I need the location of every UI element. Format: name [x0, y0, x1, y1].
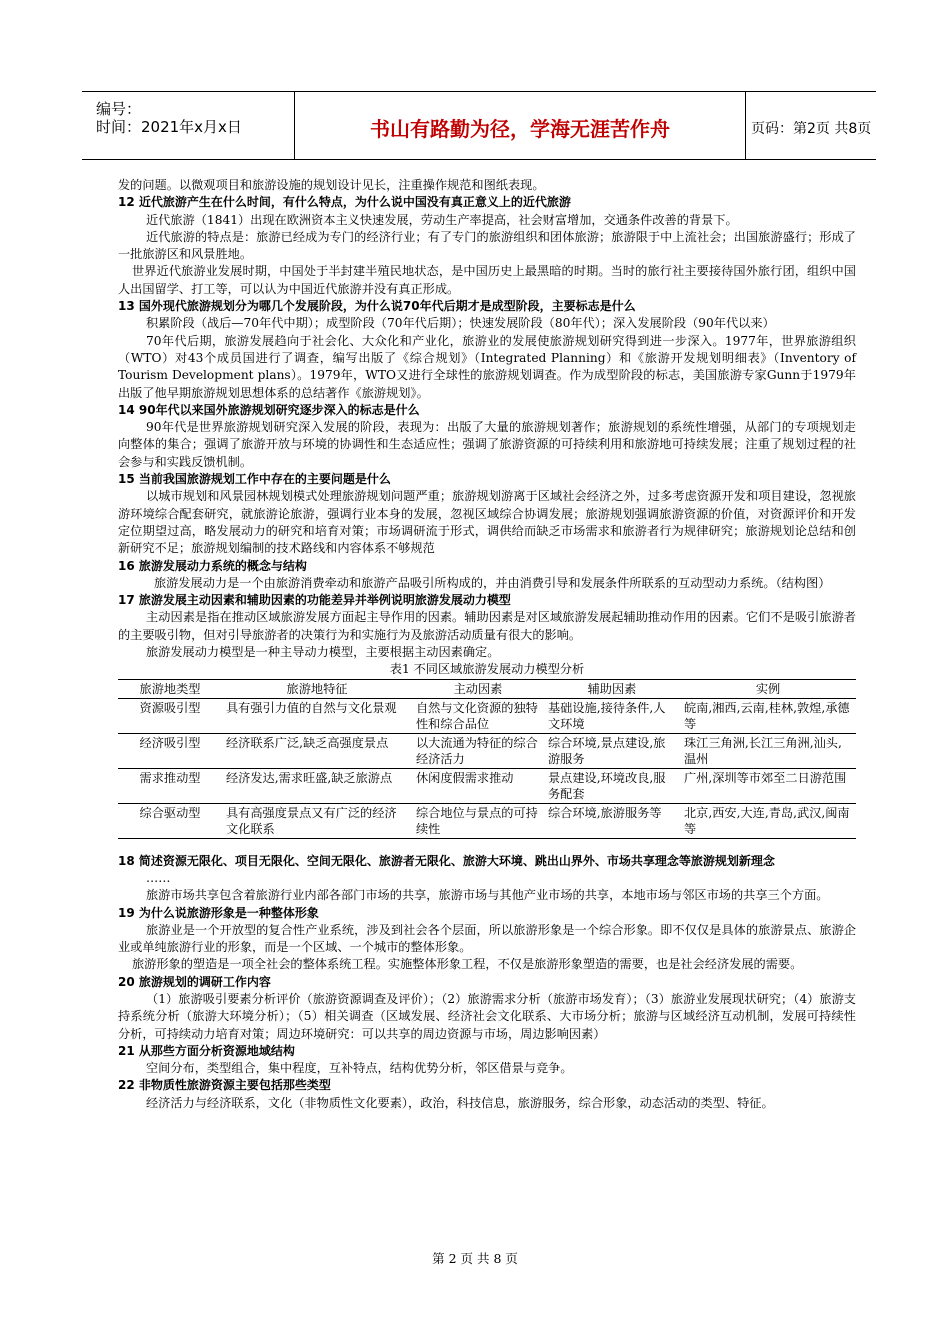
header-page-number: 页码：第2页 共8页 [751, 121, 872, 137]
paragraph: 近代旅游的特点是：旅游已经成为专门的经济行业；有了专门的旅游组织和团体旅游；旅游限于中上流社会；出国旅游盛行；形成了一批旅游区和风景胜地。 [118, 229, 856, 262]
paragraph: 积累阶段（战后—70年代中期）；成型阶段（70年代后期）；快速发展阶段（80年代）；深入发展阶段（90年代以来） [146, 316, 775, 331]
table-cell: 具有高强度景点又有广泛的经济文化联系 [222, 803, 412, 838]
table-cell: 以大流通为特征的综合经济活力 [412, 733, 544, 768]
table-cell: 景点建设,环境改良,服务配套 [544, 768, 680, 803]
column-header: 旅游地特征 [222, 679, 412, 698]
table-row [118, 803, 856, 838]
paragraph: 主动因素是指在推动区域旅游发展方面起主导作用的因素。辅助因素是对区域旅游发展起辅助推动作用的因素。它们不是吸引旅游者的主要吸引物，但对引导旅游者的决策行为和实施行为及旅游活动质量有很大的影响。 [118, 610, 856, 642]
dynamics-model-table [118, 679, 856, 839]
table-row [118, 733, 856, 768]
paragraph: 旅游业是一个开放型的复合性产业系统，涉及到社会各个层面，所以旅游形象是一个综合形象。即不仅仅是具体的旅游景点、旅游企业或单纯旅游行业的形象，而是一个区域、一个城市的整体形象。 [118, 922, 856, 955]
table-header-row [118, 679, 856, 698]
question-heading: 19 为什么说旅游形象是一种整体形象 [118, 905, 319, 920]
paragraph: 旅游发展动力是一个由旅游消费牵动和旅游产品吸引所构成的，并由消费引导和发展条件所联系的互动型动力系统。（结构图） [154, 575, 831, 590]
table-cell: 综合驱动型 [118, 803, 222, 838]
table-cell: 经济联系广泛,缺乏高强度景点 [222, 733, 412, 768]
question-heading: 18 简述资源无限化、项目无限化、空间无限化、旅游者无限化、旅游大环境、跳出山界外、市场共享理念等旅游规划新理念 [118, 853, 775, 868]
table-cell: 休闲度假需求推动 [412, 768, 544, 803]
column-header: 旅游地类型 [118, 679, 222, 698]
question-heading: 14 90年代以来国外旅游规划研究逐步深入的标志是什么 [118, 402, 420, 417]
table-title: 表1 不同区域旅游发展动力模型分析 [389, 662, 585, 677]
table-cell: 具有强引力值的自然与文化景观 [222, 698, 412, 733]
table-row [118, 768, 856, 803]
table-row [118, 698, 856, 733]
paragraph: 以城市规划和风景园林规划模式处理旅游规划问题严重；旅游规划游离于区域社会经济之外，过多考虑资源开发和项目建设，忽视旅游环境综合配套研究，就旅游论旅游，强调行业本身的发展，忽视区域综合协调发展；旅游规划强调旅游资源的价值，对资源评价和开发定位期望过高，略发展动力的研究和培育对策；市场调研流于形式，调供给而缺乏市场需求和旅游者行为规律研究；旅游规划论总结和创新研究不足；旅游规划编制的技术路线和内容体系不够规范 [118, 489, 856, 556]
question-heading: 15 当前我国旅游规划工作中存在的主要问题是什么 [118, 472, 391, 487]
table-cell: 广州,深圳等市郊至二日游范围 [680, 768, 856, 803]
table-cell: 皖南,湘西,云南,桂林,敦煌,承德等 [680, 698, 856, 733]
page-footer: 第 2 页 共 8 页 [432, 1251, 518, 1266]
table-cell: 经济发达,需求旺盛,缺乏旅游点 [222, 768, 412, 803]
paragraph: …… [146, 870, 171, 885]
question-heading: 20 旅游规划的调研工作内容 [118, 974, 271, 989]
table-cell: 自然与文化资源的独特性和综合品位 [412, 698, 544, 733]
paragraph: 90年代是世界旅游规划研究深入发展的阶段，表现为：出版了大量的旅游规划著作；旅游规划的系统性增强，从部门的专项规划走向整体的集合；强调了旅游开放与环境的协调性和生态适应性；强调了旅游资源的可持续利用和旅游地可持续发展；注重了规划过程的社会参与和实践反馈机制。 [118, 420, 856, 469]
paragraph: 经济活力与经济联系，文化（非物质性文化要素），政治，科技信息，旅游服务，综合形象，动态活动的类型、特征。 [146, 1095, 774, 1110]
table-cell: 珠江三角洲,长江三角洲,汕头,温州 [680, 733, 856, 768]
table-cell: 北京,西安,大连,青岛,武汉,闽南等 [680, 803, 856, 838]
question-heading: 17 旅游发展主动因素和辅助因素的功能差异并举例说明旅游发展动力模型 [118, 593, 511, 608]
doc-date: 时间：2021年x月x日 [96, 118, 242, 136]
document-body [118, 177, 856, 1112]
table-cell: 基础设施,接待条件,人文环境 [544, 698, 680, 733]
paragraph: 近代旅游（1841）出现在欧洲资本主义快速发展，劳动生产率提高，社会财富增加，交通条件改善的背景下。 [146, 212, 738, 227]
paragraph: 旅游发展动力模型是一种主导动力模型，主要根据主动因素确定。 [146, 645, 500, 660]
question-heading: 12 近代旅游产生在什么时间，有什么特点，为什么说中国没有真正意义上的近代旅游 [118, 195, 571, 210]
table-cell: 综合环境,景点建设,旅游服务 [544, 733, 680, 768]
paragraph: （1）旅游吸引要素分析评价（旅游资源调查及评价）；（2）旅游需求分析（旅游市场发育）；（3）旅游业发展现状研究；（4）旅游支持系统分析（旅游大环境分析）；（5）相关调查（区域发展、经济社会文化联系、大市场分析；旅游与区域经济互动机制，发展可持续性分析，可持续动力培育对策；周边环境研究：可以共享的周边资源与市场，周边影响因素） [118, 991, 856, 1041]
paragraph: 旅游市场共享包含着旅游行业内部各部门市场的共享，旅游市场与其他产业市场的共享，本地市场与邻区市场的共享三个方面。 [146, 888, 829, 903]
column-header: 辅助因素 [544, 679, 680, 698]
table-cell: 资源吸引型 [118, 698, 222, 733]
header-motto: 书山有路勤为径，学海无涯苦作舟 [370, 117, 670, 141]
paragraph: 发的问题。以微观项目和旅游设施的规划设计见长，注重操作规范和图纸表现。 [118, 178, 545, 192]
question-heading: 21 从那些方面分析资源地域结构 [118, 1043, 295, 1058]
column-header: 实例 [680, 679, 856, 698]
question-heading: 13 国外现代旅游规划分为哪几个发展阶段，为什么说70年代后期才是成型阶段，主要标志是什么 [118, 299, 636, 314]
header-page-cell [745, 92, 876, 159]
table-cell: 综合环境,旅游服务等 [544, 803, 680, 838]
question-heading: 22 非物质性旅游资源主要包括那些类型 [118, 1078, 331, 1093]
table-cell: 经济吸引型 [118, 733, 222, 768]
spacer [118, 839, 856, 853]
paragraph: 旅游形象的塑造是一项全社会的整体系统工程。实施整体形象工程，不仅是旅游形象塑造的需要，也是社会经济发展的需要。 [132, 957, 803, 972]
header-info-cell [82, 92, 294, 159]
page-header [82, 91, 876, 160]
question-heading: 16 旅游发展动力系统的概念与结构 [118, 558, 307, 573]
header-motto-cell [294, 92, 746, 159]
paragraph: 70年代后期，旅游发展趋向于社会化、大众化和产业化，旅游业的发展使旅游规划研究得到进一步深入。1977年，世界旅游组织（WTO）对43个成员国进行了调查，编写出版了《综合规划》（Integrated Planning）和《旅游开发规划明细表》（Inventory of Tourism Development plans）。1979年，WTO又进行全球性的旅游规划调查。作为成型阶段的标志，美国旅游专家Gunn于1979年出版了他早期旅游规划思想体系的总结著作《旅游规划》。 [118, 333, 856, 400]
doc-number-label: 编号： [96, 100, 142, 118]
column-header: 主动因素 [412, 679, 544, 698]
table-cell: 综合地位与景点的可持续性 [412, 803, 544, 838]
paragraph: 空间分布，类型组合，集中程度，互补特点，结构优势分析，邻区借景与竞争。 [146, 1061, 573, 1076]
table-cell: 需求推动型 [118, 768, 222, 803]
paragraph: 世界近代旅游业发展时期，中国处于半封建半殖民地状态，是中国历史上最黑暗的时期。当时的旅行社主要接待国外旅行团，组织中国人出国留学、打工等，可以认为中国近代旅游并没有真正形成。 [118, 264, 856, 296]
